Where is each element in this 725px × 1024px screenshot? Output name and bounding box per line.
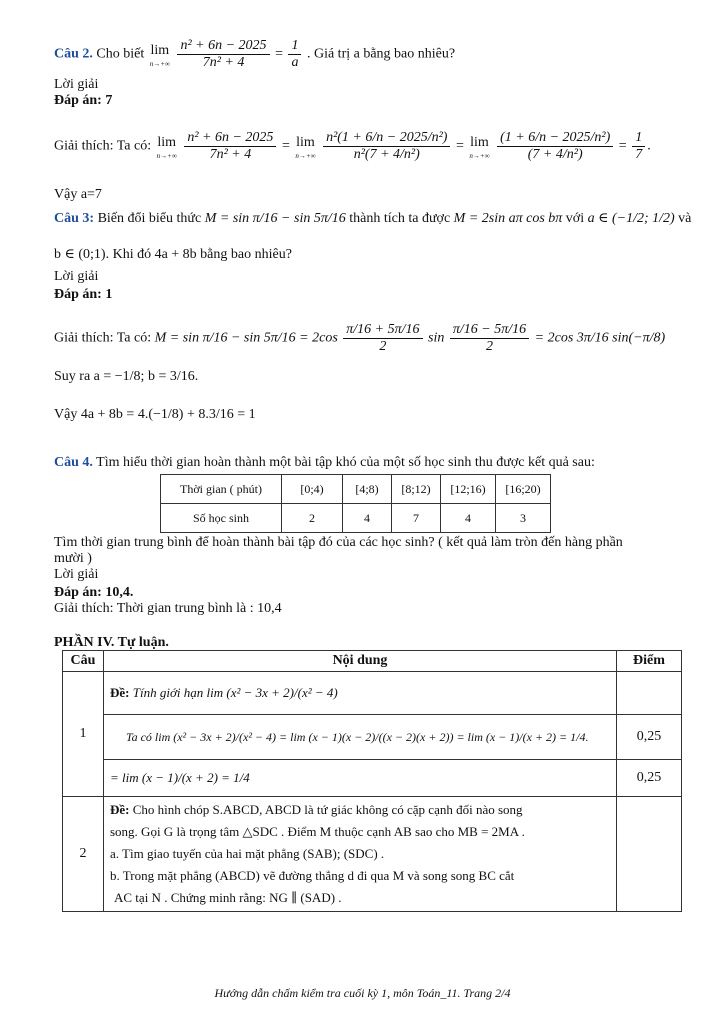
row2-line2: song. Gọi G là trọng tâm △SDC . Điểm M thuộc cạnh AB sao cho MB = 2MA .: [110, 824, 525, 839]
q4-count: 4: [343, 504, 392, 533]
row2-content: [104, 797, 617, 912]
part4-row-1c: [63, 760, 682, 797]
row2-score-empty: [617, 797, 682, 912]
q2-prompt-post: . Giá trị a bằng bao nhiêu?: [306, 46, 456, 62]
q2-step1: $\frac{\text{n² + 6n − 2025}}{\text{7n² + 4}}$: [184, 130, 276, 163]
col-diem: Điểm: [617, 651, 682, 672]
col-noi-dung: Nội dung: [104, 651, 617, 672]
q2-lim-3: lim n→+∞: [469, 134, 490, 160]
q2-conclusion: Vậy a=7: [54, 187, 102, 202]
part4-title: PHẦN IV. Tự luận.: [54, 635, 169, 650]
q3-cond-a: a ∈ (−1/2; 1/2): [587, 211, 675, 226]
q3-step-b-frac: $\frac{\pi/16 + 5\pi/16}{2}$: [343, 322, 422, 355]
part4-row-2: [63, 797, 682, 912]
q3-giai-thich: Giải thích: Ta có:: [54, 330, 152, 346]
q2-lim: lim n→+∞: [149, 42, 170, 68]
q3-prompt3: với: [565, 211, 585, 226]
q2-label: Câu 2.: [54, 46, 93, 62]
row2-line1-text: Cho hình chóp S.ABCD, ABCD là tứ giác không có cặp cạnh đối nào song: [132, 802, 523, 817]
part4-row-1a: [63, 672, 682, 715]
q2-explanation: Giải thích: Ta có: lim n→+∞ $\frac{\text{n² + 6n − 2025}}{\text{7n² + 4}}$ = lim n→+∞ $\frac{\text{n²(1 + 6/n − 2025/n²)}}{\text{n²(7 + 4/n²)}}$ = lim n→+∞ $\frac{\text{(1 + 6/n − 2025/n²)}}{\text{(7 + 4/n²)}}$ = $\frac{1}{7}$ .: [54, 130, 651, 162]
q4-interval: [8;12): [392, 475, 441, 504]
q3-step-a: M = sin π/16 − sin 5π/16: [154, 330, 296, 346]
q4-label: Câu 4.: [54, 455, 93, 470]
row1-step1-score: 0,25: [617, 715, 682, 760]
q2-result: $\frac{1}{7}$: [632, 130, 645, 163]
part4-table: [62, 650, 682, 912]
row2-line3: a. Tìm giao tuyến của hai mặt phẳng (SAB); (SDC) .: [110, 846, 385, 861]
row2-de-label: Đề:: [110, 802, 130, 817]
row1-number: 1: [63, 672, 104, 797]
q4-interval: [0;4): [282, 475, 343, 504]
q4-count: 7: [392, 504, 441, 533]
q4-dap-an: Đáp án: 10,4.: [54, 585, 134, 600]
q3-expr: M = sin π/16 − sin 5π/16: [204, 211, 346, 226]
part4-row-1b: [63, 715, 682, 760]
q3-step-b: = 2cos: [299, 330, 338, 346]
row1-de-text: Tính giới hạn lim (x² − 3x + 2)/(x² − 4): [132, 685, 338, 700]
q4-count: 4: [441, 504, 496, 533]
row1-de-label: Đề:: [110, 685, 130, 700]
page-footer: Hướng dẫn chấm kiểm tra cuối kỳ 1, môn Toán_11. Trang 2/4: [214, 986, 511, 1000]
row1-step2: = lim (x − 1)/(x + 2) = 1/4: [104, 760, 617, 797]
q3-product: M = 2sin aπ cos bπ: [453, 211, 563, 226]
q3-prompt2: thành tích ta được: [349, 211, 451, 226]
q3-prompt4: và: [678, 211, 692, 226]
q3-prompt: [54, 210, 691, 228]
row1-step1: Ta có lim (x² − 3x + 2)/(x² − 4) = lim (x − 1)(x − 2)/((x − 2)(x + 2)) = lim (x − 1)/(x + 2) = 1/4.: [104, 715, 617, 760]
q4-table-row-count: [161, 504, 551, 533]
q2-lim-1: lim n→+∞: [156, 134, 177, 160]
row1-de: [104, 672, 617, 715]
row2-line1: [110, 799, 615, 821]
q2-fraction: $\frac{\text{n² + 6n − 2025}}{\text{7n² + 4}}$: [177, 38, 269, 71]
q3-dap-an: Đáp án: 1: [54, 287, 113, 302]
q3-suy-ra: Suy ra a = −1/8; b = 3/16.: [54, 369, 199, 384]
q4-prompt: [54, 454, 595, 472]
q4-frequency-table: [160, 474, 551, 533]
q3-prompt1: Biến đổi biểu thức: [97, 211, 202, 226]
q4-interval: [4;8): [343, 475, 392, 504]
q3-loi-giai: Lời giải: [54, 269, 99, 284]
q3-step-c: sin: [428, 330, 445, 346]
q4-loi-giai: Lời giải: [54, 567, 99, 582]
q4-interval: [16;20): [496, 475, 551, 504]
q4-count: 3: [496, 504, 551, 533]
col-cau: Câu: [63, 651, 104, 672]
q2-giai-thich: Giải thích: Ta có:: [54, 138, 152, 154]
q2-prompt-pre: Cho biết: [96, 46, 145, 62]
q3-explanation: [54, 322, 665, 355]
q2-loi-giai: Lời giải: [54, 77, 99, 92]
q4-table-header-time: Thời gian ( phút): [161, 475, 282, 504]
q2-step2: $\frac{\text{n²(1 + 6/n − 2025/n²)}}{\text{n²(7 + 4/n²)}}$: [323, 130, 450, 163]
q2-dap-an: Đáp án: 7: [54, 93, 113, 108]
q4-table-header-count: Số học sinh: [161, 504, 282, 533]
q4-question-line2: mười ): [54, 551, 92, 566]
row2-line4: b. Trong mặt phẳng (ABCD) vẽ đường thẳng d đi qua M và song song BC cắt: [110, 868, 515, 883]
q3-step-c-frac: $\frac{\pi/16 - 5\pi/16}{2}$: [450, 322, 529, 355]
q4-table-row-time: [161, 475, 551, 504]
q4-question-line1: Tìm thời gian trung bình để hoàn thành bài tập đó của các học sinh? ( kết quả làm tròn đến hàng phần: [54, 535, 623, 550]
row1-step2-score: 0,25: [617, 760, 682, 797]
q2-rhs-fraction: $\frac{1}{a}$: [288, 38, 301, 71]
q4-giai-thich: Giải thích: Thời gian trung bình là : 10,4: [54, 601, 282, 616]
q3-line2: b ∈ (0;1). Khi đó 4a + 8b bằng bao nhiêu?: [54, 247, 292, 262]
q2-lim-2: lim n→+∞: [295, 134, 316, 160]
q2-step3: $\frac{\text{(1 + 6/n − 2025/n²)}}{\text{(7 + 4/n²)}}$: [497, 130, 613, 163]
part4-header-row: [63, 651, 682, 672]
q4-prompt-text: Tìm hiểu thời gian hoàn thành một bài tập khó của một số học sinh thu được kết quả sau:: [96, 455, 595, 470]
q4-interval: [12;16): [441, 475, 496, 504]
q3-conclusion: Vậy 4a + 8b = 4.(−1/8) + 8.3/16 = 1: [54, 407, 256, 422]
row1-score-empty: [617, 672, 682, 715]
q4-count: 2: [282, 504, 343, 533]
q2-prompt: Câu 2. Cho biết lim n→+∞ $\frac{\text{n² + 6n − 2025}}{\text{7n² + 4}}$ = $\frac{1}{a}$ . Giá trị a bằng bao nhiêu?: [54, 38, 456, 70]
row2-number: 2: [63, 797, 104, 912]
row2-line5: AC tại N . Chứng minh rằng: NG ∥ (SAD) .: [114, 890, 342, 905]
q3-step-d: = 2cos 3π/16 sin(−π/8): [534, 330, 666, 346]
q3-label: Câu 3:: [54, 211, 95, 226]
